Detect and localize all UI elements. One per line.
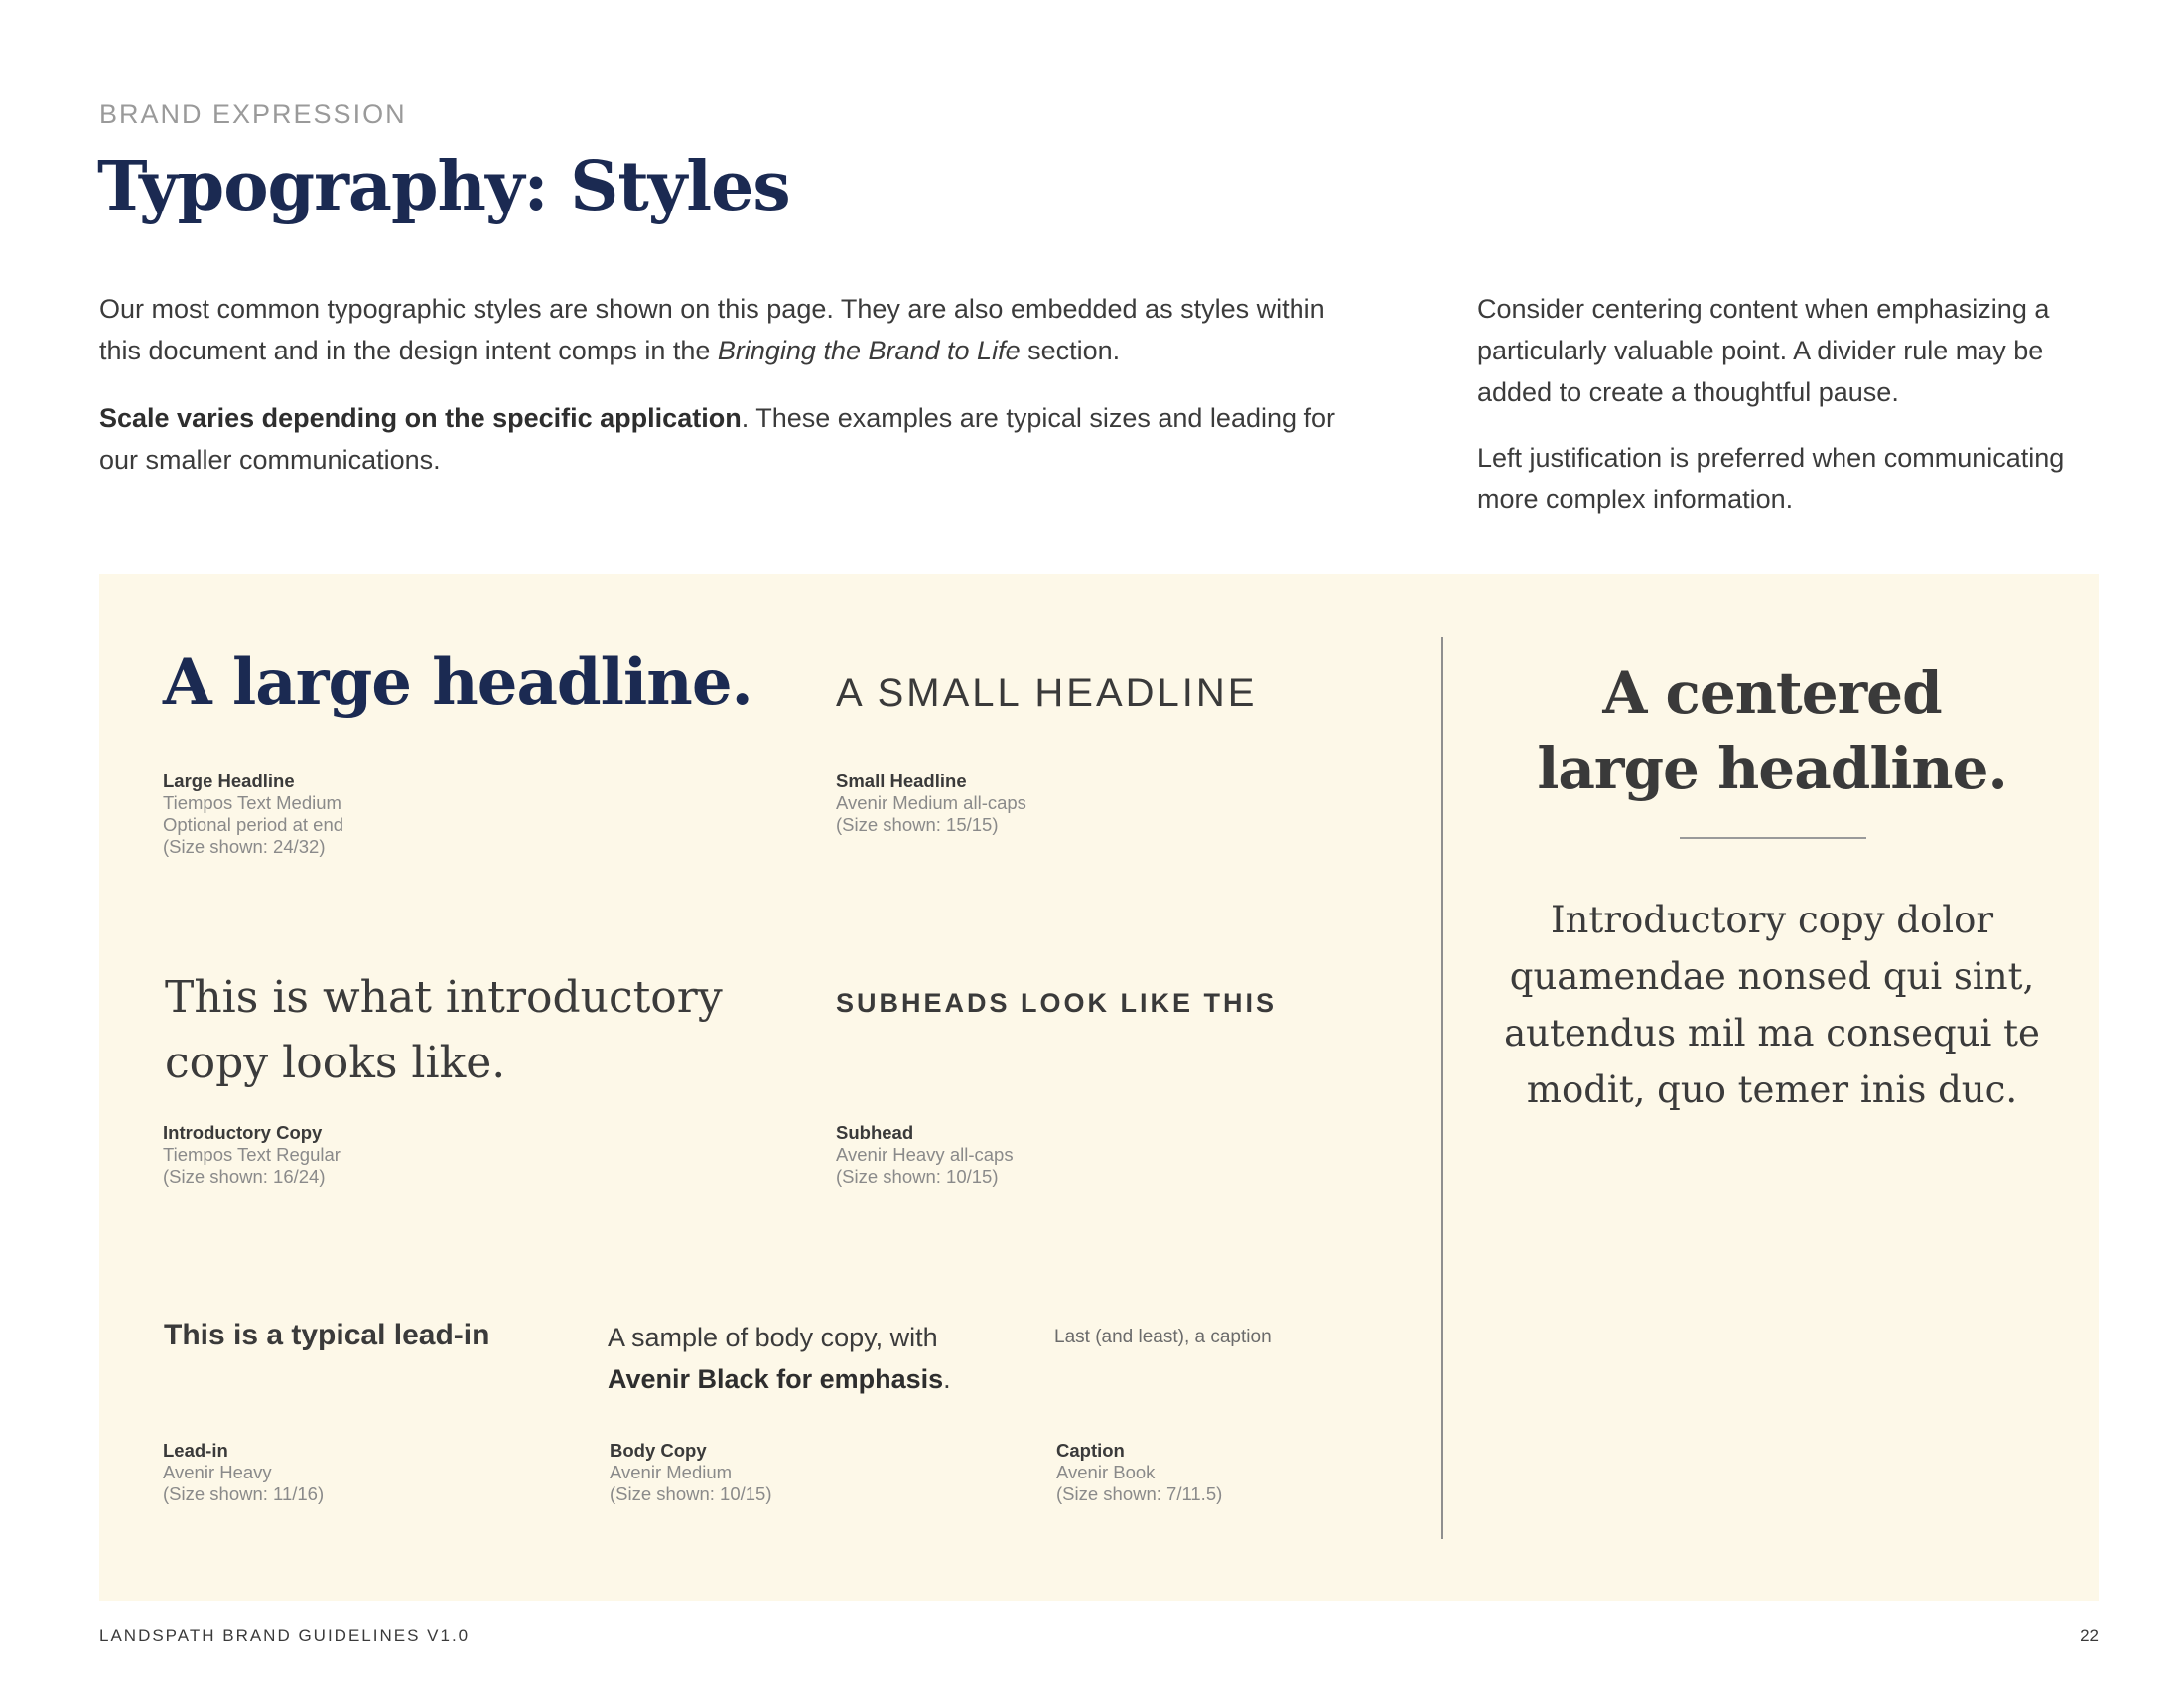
intro-right-paragraph-2: Left justification is preferred when communicating more complex information. [1477,443,2065,514]
body-copy-sample [608,1317,1024,1400]
small-headline-spec [836,771,1026,836]
page-number: 22 [2080,1626,2099,1645]
section-label: BRAND EXPRESSION [99,99,407,129]
body-copy-emphasis: Avenir Black for emphasis [608,1364,944,1394]
spec-name: Body Copy [610,1440,707,1461]
spec-line: Avenir Medium [610,1462,733,1482]
spec-line: Tiempos Text Regular [163,1144,341,1165]
spec-line: (Size shown: 10/15) [610,1483,772,1504]
intro-copy-sample: This is what introductory copy looks like. [165,972,723,1088]
divider-rule [1680,837,1866,839]
vertical-divider [1441,637,1443,1539]
small-headline-sample: A SMALL HEADLINE [836,671,1258,715]
spec-line: Avenir Heavy [163,1462,272,1482]
intro-left-column [99,288,1370,506]
body-copy-spec [610,1440,772,1505]
subhead-sample: SUBHEADS LOOK LIKE THIS [836,988,1278,1018]
spec-line: Avenir Book [1056,1462,1156,1482]
intro-copy-spec [163,1122,341,1188]
subhead-spec [836,1122,1014,1188]
caption-sample: Last (and least), a caption [1054,1327,1272,1347]
intro-paragraph-1 [99,288,1370,371]
spec-line: (Size shown: 11/16) [163,1483,325,1504]
spec-name: Subhead [836,1122,914,1143]
caption-spec [1056,1440,1222,1505]
spec-line: Avenir Medium all-caps [836,792,1026,813]
spec-line: (Size shown: 15/15) [836,814,999,835]
centered-headline [1469,655,2075,806]
intro-emphasis: Bringing the Brand to Life [717,336,1021,365]
spec-line: Tiempos Text Medium [163,792,341,813]
intro-bold-text: Scale varies depending on the specific application [99,403,742,433]
spec-name: Small Headline [836,771,967,791]
intro-right-paragraph-1: Consider centering content when emphasizing a particularly valuable point. A divider rule may be added to create a thoughtful pause. [1477,294,2050,407]
spec-line: (Size shown: 24/32) [163,836,326,857]
page-title: Typography: Styles [97,147,790,226]
intro-text: section. [1020,336,1121,365]
centered-headline-line: large headline. [1537,735,2007,802]
centered-intro-copy: Introductory copy dolor quamendae nonsed qui sint, autendus mil ma consequi te modit, quo temer inis duc. [1504,899,2040,1111]
footer-document-name: LANDSPATH BRAND GUIDELINES V1.0 [99,1626,471,1645]
spec-name: Lead-in [163,1440,228,1461]
intro-paragraph-2 [99,397,1370,481]
spec-line: (Size shown: 7/11.5) [1056,1483,1223,1504]
intro-text: . These examples are typical sizes and leading for our smaller communications. [99,403,1336,475]
large-headline-sample: A large headline. [163,645,752,720]
spec-name: Introductory Copy [163,1122,323,1143]
intro-text: Our most common typographic styles are shown on this page. They are also embedded as styles within this document and in the design intent comps in the [99,294,1325,365]
intro-right-column [1477,288,2093,544]
lead-in-spec [163,1440,324,1505]
spec-name: Large Headline [163,771,295,791]
spec-name: Caption [1056,1440,1125,1461]
lead-in-sample: This is a typical lead-in [164,1319,490,1351]
large-headline-spec [163,771,343,858]
spec-line: Optional period at end [163,814,344,835]
spec-line: (Size shown: 16/24) [163,1166,326,1187]
spec-line: Avenir Heavy all-caps [836,1144,1014,1165]
centered-headline-line: A centered [1602,659,1942,727]
body-copy-text: . [943,1364,951,1394]
spec-line: (Size shown: 10/15) [836,1166,999,1187]
body-copy-text: A sample of body copy, with [608,1323,938,1352]
